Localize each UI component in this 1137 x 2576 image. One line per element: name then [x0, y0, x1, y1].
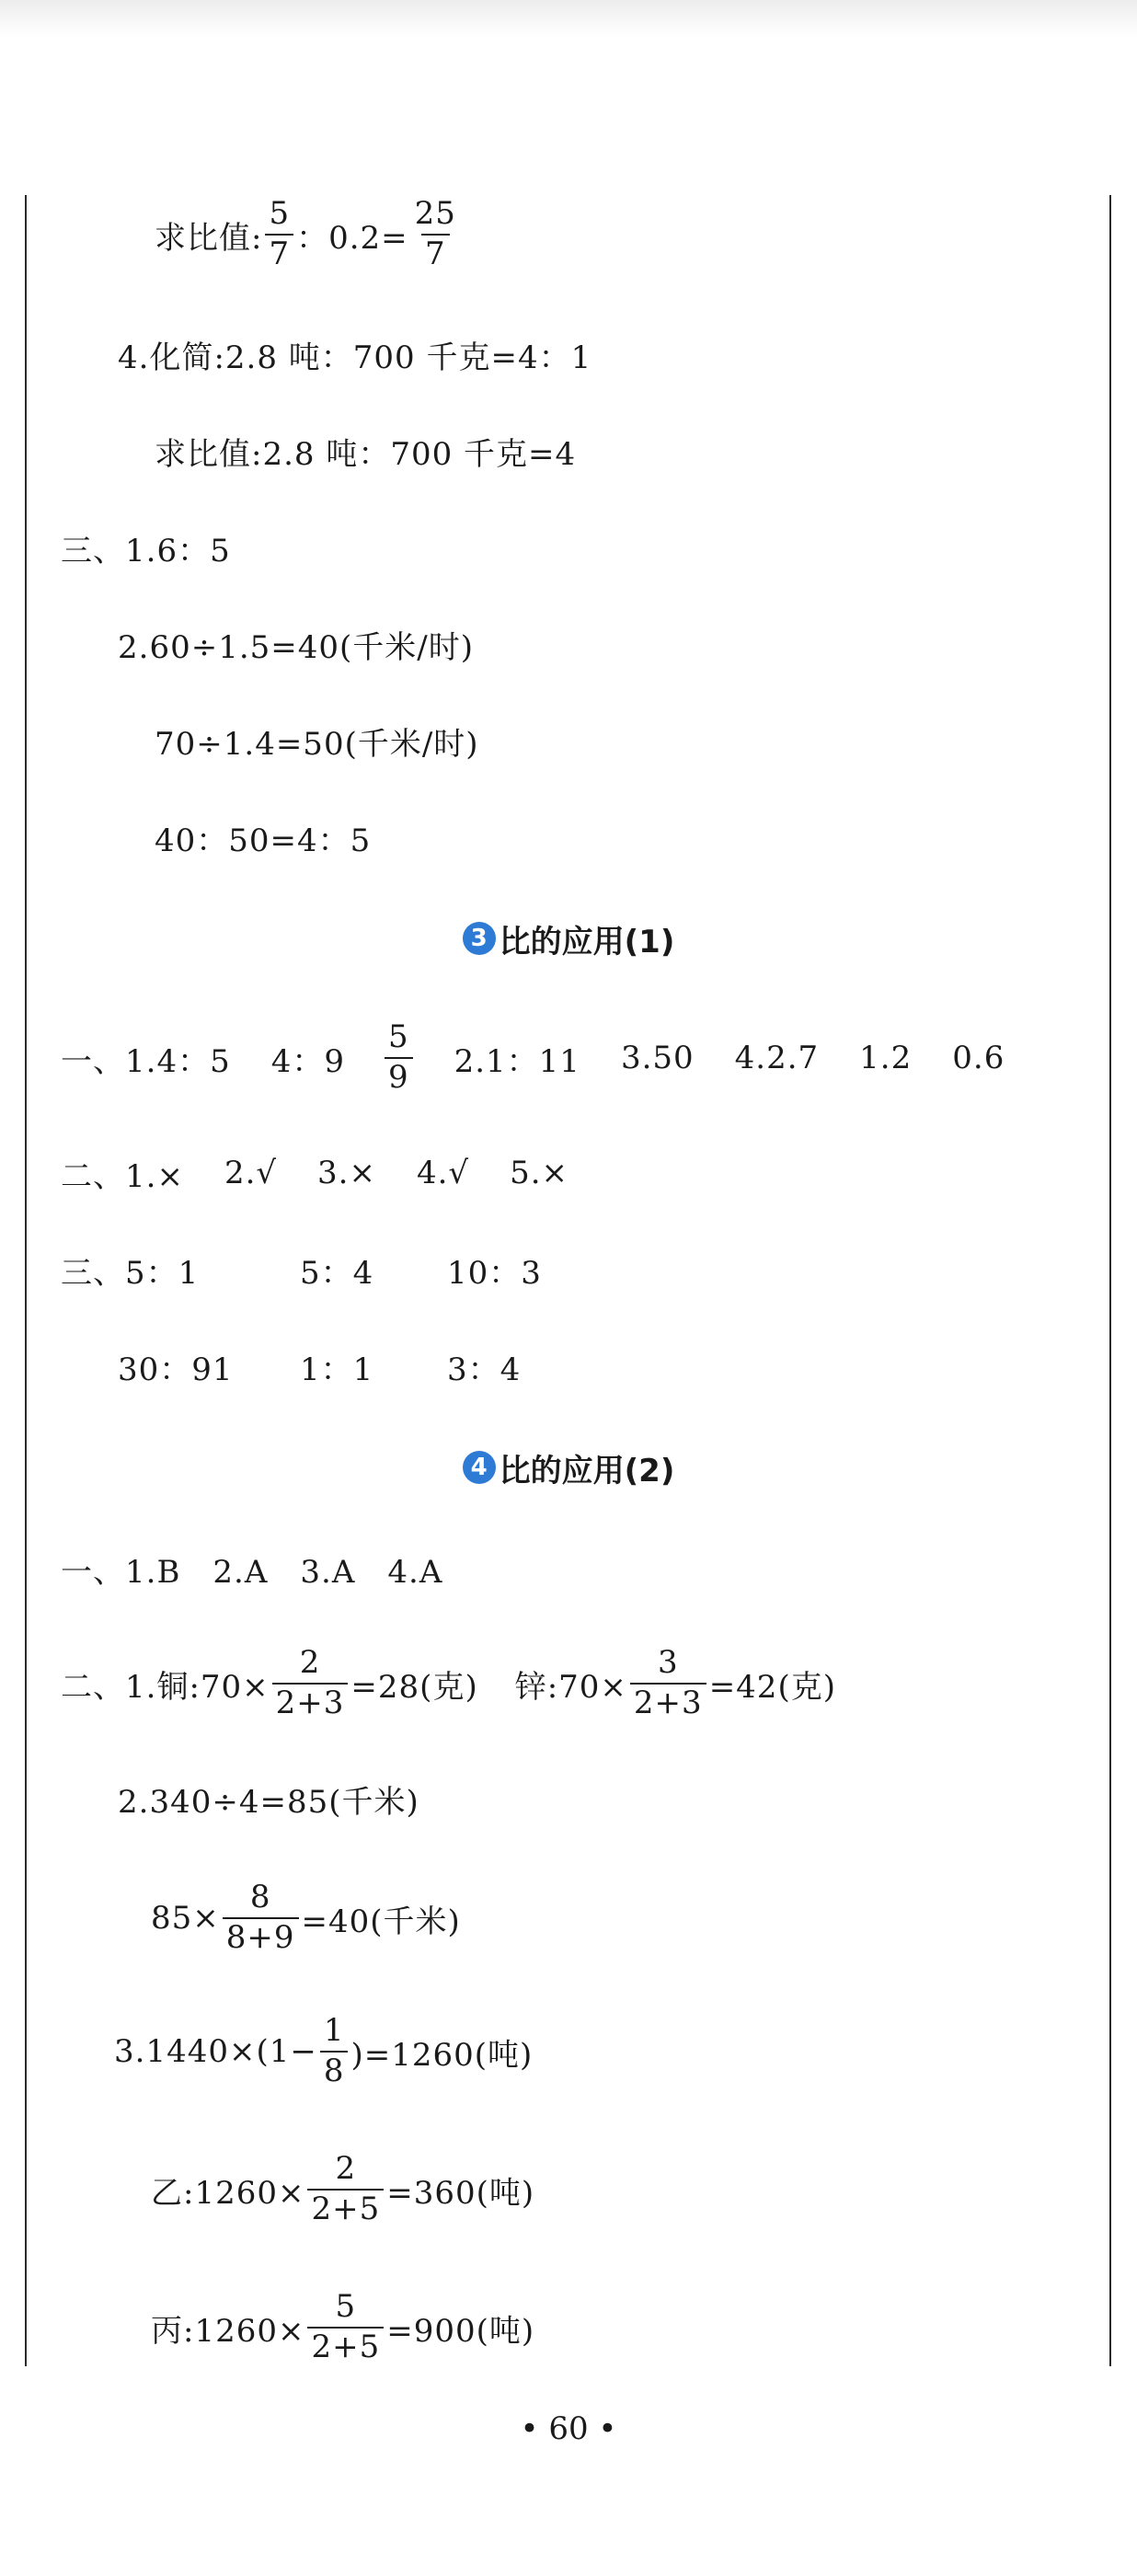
fraction: $\frac{8}{8+9}$ — [223, 1881, 299, 1954]
answer-line: 二、1.× 2.√ 3.× 4.√ 5.× — [61, 1155, 569, 1195]
fraction: $\frac{2}{2+5}$ — [307, 2153, 384, 2225]
answer-line: 70÷1.4=50(千米/时) — [155, 725, 479, 763]
fraction: $\frac{2}{2+3}$ — [272, 1647, 349, 1719]
right-margin-rule — [1109, 195, 1111, 2366]
answer-line: 一、1.4：5 4：9 $\frac{5}{9}$ 2.1：11 3.50 4.2.7 1.2 0.6 — [61, 1018, 1005, 1096]
answer-line: 2.60÷1.5=40(千米/时) — [118, 628, 474, 666]
answer-line — [155, 195, 463, 272]
fraction: $\frac{1}{8}$ — [320, 2015, 349, 2087]
fraction: $\frac{25}{7}$ — [414, 195, 456, 272]
page-number: • 60 • — [520, 2410, 617, 2447]
answer-line: 一、1.B 2.A 3.A 4.A — [61, 1553, 443, 1591]
section-title: 比的应用(1) — [499, 923, 675, 960]
section-number-badge: 3 — [463, 922, 496, 955]
answer-line: 85× $\frac{8}{8+9}$ =40(千米) — [151, 1879, 461, 1956]
answer-line: 2.340÷4=85(千米) — [118, 1783, 419, 1821]
answer-line: 二、1.铜:70× $\frac{2}{2+3}$ =28(克) 锌:70× $\frac{3}{2+3}$ =42(克) — [61, 1644, 836, 1721]
fraction: $\frac{3}{2+3}$ — [630, 1647, 706, 1719]
fraction: $\frac{5}{9}$ — [385, 1021, 413, 1094]
answer-line: 三、1.6：5 — [61, 532, 231, 569]
answer-line: 三、5：1 5：4 10：3 — [61, 1254, 542, 1292]
section-title: 比的应用(2) — [499, 1452, 675, 1489]
answer-text: ：0.2= — [296, 219, 408, 257]
left-margin-rule — [25, 195, 27, 2366]
answer-text: 求比值: — [155, 219, 263, 257]
answer-line: 乙:1260× $\frac{2}{2+5}$ =360(吨) — [151, 2150, 535, 2227]
answer-line: 丙:1260× $\frac{5}{2+5}$ =900(吨) — [151, 2288, 535, 2365]
section-number-badge: 4 — [463, 1451, 496, 1484]
fraction: $\frac{5}{7}$ — [265, 198, 293, 270]
answer-line: 4.化简:2.8 吨：700 千克=4：1 — [118, 339, 592, 376]
fraction: $\frac{5}{2+5}$ — [307, 2291, 384, 2363]
answer-line: 3.1440×(1− $\frac{1}{8}$ )=1260(吨) — [114, 2012, 534, 2089]
section-heading — [0, 1440, 1137, 1495]
answer-line: 40：50=4：5 — [155, 822, 372, 859]
scan-shade — [0, 0, 1137, 37]
answer-line: 求比值:2.8 吨：700 千克=4 — [155, 435, 577, 473]
answer-line: 30：91 1：1 3：4 — [118, 1351, 522, 1388]
section-heading — [0, 911, 1137, 966]
